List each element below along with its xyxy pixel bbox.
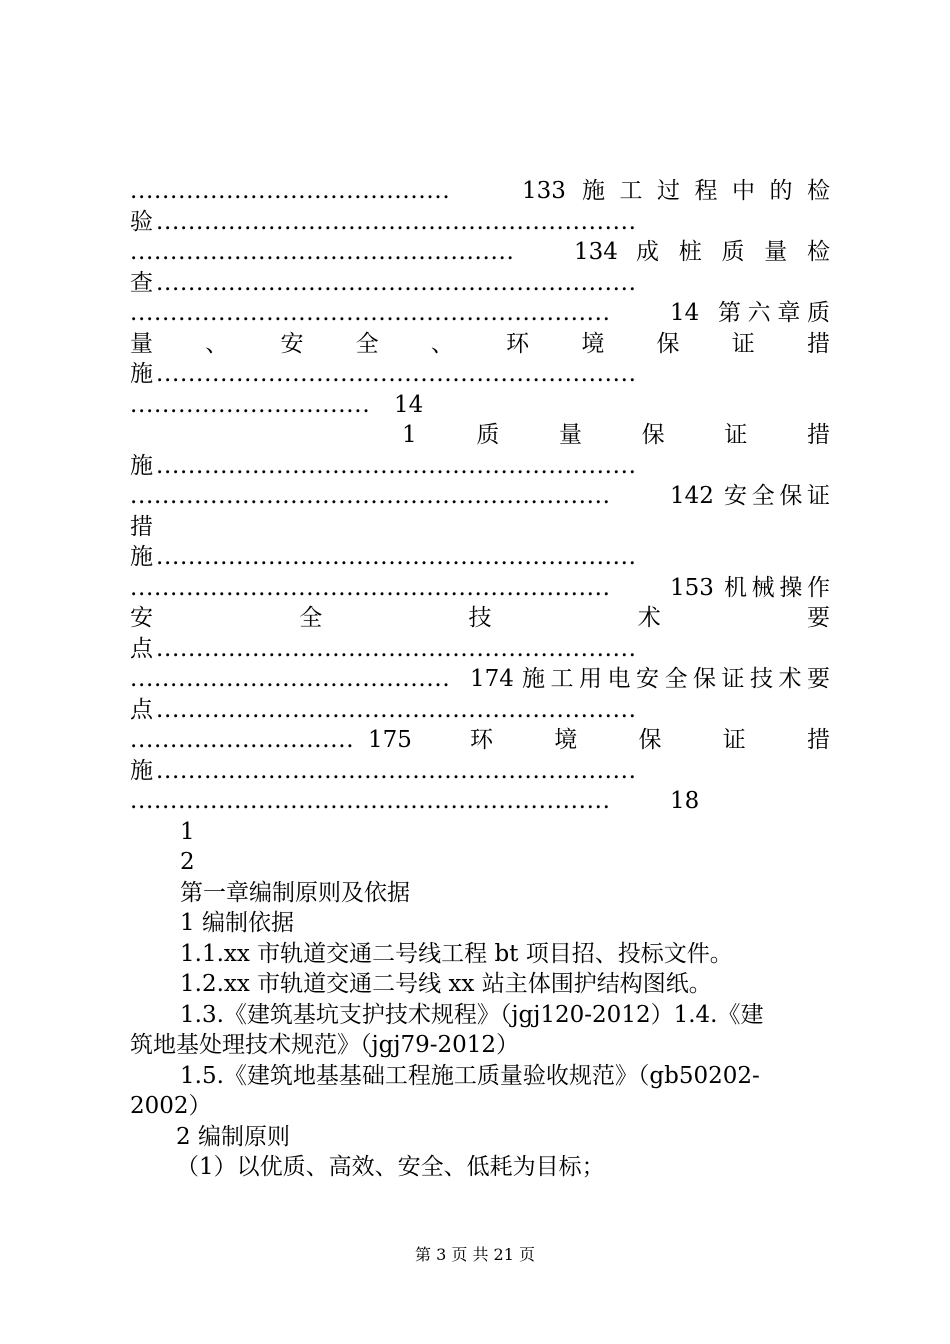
toc-line: [130, 512, 830, 543]
toc-word: 施: [582, 178, 605, 204]
leader-dots: ............................................................: [156, 544, 637, 570]
toc-word: 1: [402, 422, 417, 448]
toc-word: 质: [806, 300, 830, 326]
paragraph: 2: [180, 849, 195, 875]
toc-line: [130, 786, 830, 817]
leader-dots: ............................................................: [156, 208, 637, 235]
toc-word: 证: [724, 422, 748, 448]
toc-heading-text: [130, 329, 830, 360]
toc-heading-text: [470, 725, 830, 756]
toc-line: [130, 329, 830, 360]
toc-word: 操: [779, 574, 803, 601]
toc-page-number: 134: [574, 239, 618, 265]
toc-word: 要: [807, 666, 830, 692]
toc-word: 安: [280, 330, 304, 357]
toc-line: [130, 298, 830, 329]
toc-word: 全: [299, 605, 323, 631]
toc-line: [130, 481, 830, 512]
toc-page-number: 174: [470, 666, 514, 692]
toc-word: 第: [718, 300, 741, 326]
toc-line: [130, 207, 830, 238]
toc-line: [130, 603, 830, 634]
toc-heading-text: 施: [130, 544, 153, 570]
leader-dots: ............................................................: [156, 696, 637, 723]
leader-dots: ............................................................: [130, 788, 611, 814]
toc-word: 量: [130, 330, 153, 357]
toc-heading-text: 施: [130, 452, 153, 479]
toc-word: 全: [355, 330, 379, 357]
toc-line: [130, 756, 830, 787]
toc-page-number: 14: [394, 391, 424, 418]
toc-word: 保: [641, 422, 665, 448]
reference-item-continued: 2002）: [130, 1093, 212, 1119]
toc-page-number: 153: [670, 574, 714, 601]
toc-heading-text: 措: [130, 513, 153, 540]
toc-line: [130, 725, 830, 756]
toc-line: [130, 695, 830, 726]
toc-word: 、: [205, 330, 229, 357]
toc-heading-text: 查: [130, 269, 153, 296]
toc-word: 技: [750, 666, 773, 692]
toc-word: 工: [550, 666, 574, 692]
toc-word: 全: [751, 483, 775, 509]
toc-word: 保: [638, 727, 662, 753]
toc-heading-text: 点: [130, 635, 153, 662]
toc-word: 证: [722, 727, 746, 753]
toc-line: [130, 634, 830, 665]
leader-dots: ............................................................: [156, 361, 637, 387]
leader-dots: ............................................................: [156, 452, 637, 479]
toc-word: 安: [130, 605, 153, 631]
toc-line: [130, 359, 830, 390]
reference-item: 1.5.《建筑地基基础工程施工质量验收规范》（gb50202-: [180, 1062, 760, 1089]
toc-word: 机: [724, 574, 747, 601]
leader-dots: ............................................................: [156, 269, 637, 296]
toc-word: 的: [769, 178, 793, 204]
leader-dots: ............................................................: [156, 757, 637, 784]
reference-item: 1.2.xx 市轨道交通二号线 xx 站主体围护结构图纸。: [180, 971, 712, 997]
leader-dots: ............................................................: [130, 574, 611, 601]
leader-dots: ............................: [130, 727, 355, 753]
paragraph: 1: [180, 818, 195, 845]
leader-dots: ............................................................: [130, 300, 611, 326]
toc-page-number: 133: [522, 178, 566, 204]
toc-word: 境: [554, 727, 578, 753]
toc-heading-text: [636, 237, 830, 268]
toc-word: 境: [581, 330, 605, 357]
toc-page-number: 175: [368, 727, 412, 753]
toc-line: [130, 542, 830, 573]
toc-line: [130, 390, 830, 421]
toc-word: 证: [806, 483, 830, 509]
toc-word: 证: [721, 666, 745, 692]
toc-word: 术: [778, 666, 802, 692]
toc-word: 六: [747, 300, 771, 326]
document-content: [130, 176, 830, 1183]
toc-word: 工: [619, 178, 643, 204]
section-heading: 1 编制依据: [180, 910, 294, 936]
toc-word: 证: [731, 330, 755, 357]
chapter-heading: 第一章编制原则及依据: [180, 879, 410, 906]
page-footer: 第 3 页 共 21 页: [415, 1245, 535, 1264]
toc-heading-text: [130, 603, 830, 634]
section-heading: 2 编制原则: [176, 1123, 290, 1150]
toc-heading-text: [402, 420, 830, 451]
toc-word: 措: [806, 330, 830, 357]
toc-word: 环: [470, 727, 493, 753]
toc-word: 措: [807, 422, 830, 448]
toc-word: 安: [724, 483, 747, 509]
reference-item: 1.3.《建筑基坑支护技术规程》（jgj120-2012）1.4.《建: [180, 1001, 764, 1028]
leader-dots: ........................................: [130, 666, 451, 692]
toc-heading-text: 施: [130, 757, 153, 784]
toc-word: 电: [607, 666, 631, 692]
toc-word: 作: [806, 574, 830, 601]
toc-line: [130, 420, 830, 451]
reference-item-continued: 筑地基处理技术规范》（jgj79-2012）: [130, 1032, 520, 1058]
toc-word: 保: [656, 330, 680, 357]
toc-line: [130, 573, 830, 604]
toc-heading-text: [582, 176, 830, 207]
leader-dots: ............................................................: [130, 483, 611, 509]
toc-word: 环: [506, 330, 530, 357]
leader-dots: ........................................: [130, 178, 451, 204]
toc-word: 量: [764, 239, 788, 265]
toc-line: [130, 451, 830, 482]
leader-dots: ............................................................: [156, 635, 637, 662]
toc-word: 、: [430, 330, 454, 357]
toc-word: 术: [637, 605, 661, 631]
toc-page-number: 142: [670, 483, 714, 509]
toc-heading-text: [718, 298, 830, 329]
toc-word: 械: [751, 574, 775, 601]
toc-word: 章: [777, 300, 801, 326]
toc-word: 安: [636, 666, 659, 692]
toc-line: [130, 268, 830, 299]
toc-word: 检: [807, 178, 830, 204]
toc-line: [130, 664, 830, 695]
toc-word: 质: [476, 422, 500, 448]
toc-word: 程: [694, 178, 718, 204]
reference-item: 1.1.xx 市轨道交通二号线工程 bt 项目招、投标文件。: [180, 940, 733, 967]
leader-dots: ..............................: [130, 391, 371, 418]
toc-word: 要: [807, 605, 830, 631]
toc-word: 施: [522, 666, 545, 692]
toc-word: 中: [732, 178, 755, 204]
toc-page-number: 18: [670, 788, 700, 814]
toc-word: 保: [693, 666, 716, 692]
toc-page-number: 14: [670, 300, 700, 326]
leader-dots: ................................................: [130, 239, 515, 265]
toc-line: [130, 176, 830, 207]
toc-word: 措: [807, 727, 830, 753]
toc-word: 保: [779, 483, 803, 509]
principle-item: （1）以优质、高效、安全、低耗为目标；: [176, 1154, 605, 1180]
toc-word: 桩: [678, 239, 702, 265]
toc-heading-text: 验: [130, 208, 153, 235]
toc-heading-text: [724, 481, 830, 512]
toc-word: 量: [558, 422, 582, 448]
toc-heading-text: 施: [130, 361, 153, 387]
toc-word: 技: [468, 605, 492, 631]
toc-word: 质: [721, 239, 745, 265]
toc-word: 用: [579, 666, 602, 692]
toc-word: 过: [657, 178, 680, 204]
toc-heading-text: [724, 573, 830, 604]
toc-word: 检: [807, 239, 830, 265]
toc-word: 成: [636, 239, 659, 265]
toc-line: [130, 237, 830, 268]
toc-heading-text: 点: [130, 696, 153, 723]
toc-word: 全: [664, 666, 688, 692]
toc-heading-text: [522, 664, 830, 695]
